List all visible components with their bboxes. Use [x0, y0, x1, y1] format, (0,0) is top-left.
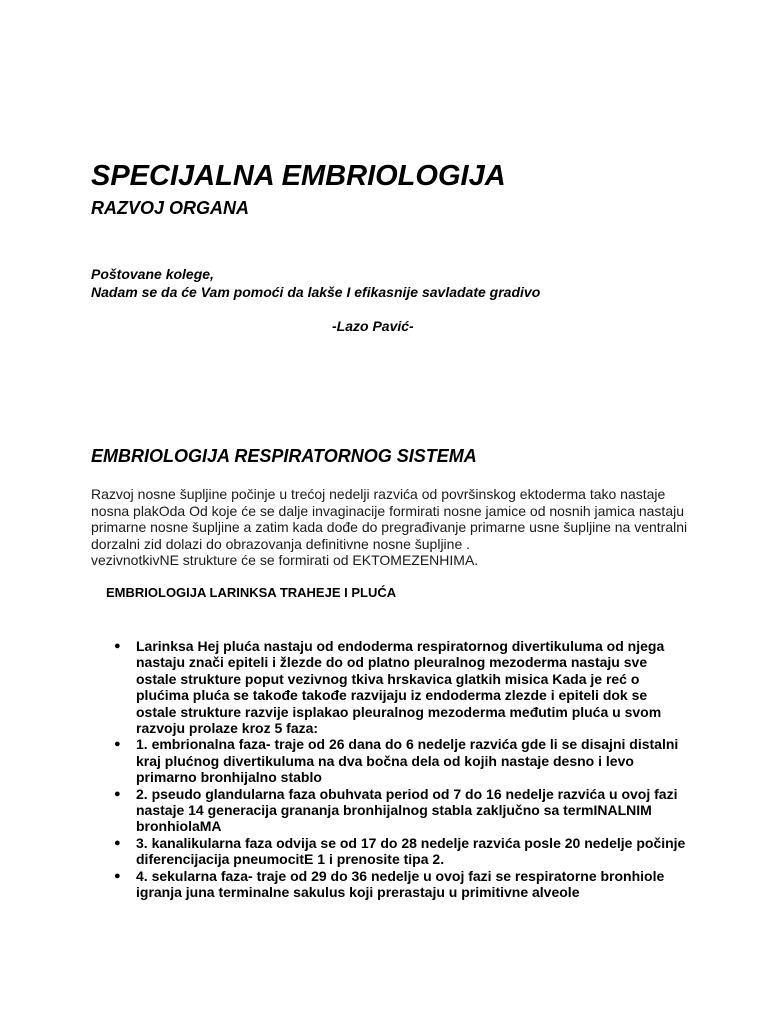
bullet-icon: ● [114, 836, 121, 849]
greeting-salutation: Poštovane kolege, [91, 266, 214, 282]
document-subtitle: RAZVOJ ORGANA [91, 198, 250, 218]
greeting-block [91, 265, 540, 301]
bullet-icon: ● [114, 640, 121, 652]
section-heading: EMBRIOLOGIJA RESPIRATORNOG SISTEMA [91, 446, 477, 466]
list-item-text: 3. kanalikularna faza odvija se od 17 do 28 nedelje razvića posle 20 nedelje počinje diferencijacija pneumocitE 1 i prenosite tipa 2. [136, 834, 686, 868]
bullet-icon: ● [114, 738, 121, 751]
bullet-icon: ● [114, 869, 121, 882]
list-item-text: 1. embrionalna faza- traje od 26 dana do 6 nedelje razvića gde li se disajni distalni kraj plućnog divertikuluma na dva bočna dela od kojih nastaje desno i levo primarno bronhijalno stablo [136, 736, 679, 786]
phase-bullet-list [91, 638, 691, 901]
list-item [91, 786, 691, 835]
list-item [91, 736, 691, 785]
intro-line-2: vezivnotkivNE strukture će se formirati od EKTOMEZENHIMA. [91, 552, 479, 569]
list-item-text: 4. sekularna faza- traje od 29 do 36 nedelje u ovoj fazi se respiratorne bronhiole igranja juna terminalne sakulus koji prerastaju u primitivne alveole [136, 867, 665, 901]
greeting-message: Nadam se da će Vam pomoći da lakše I efikasnije savladate gradivo [91, 284, 541, 300]
document-title: SPECIJALNA EMBRIOLOGIJA [91, 160, 506, 192]
list-item [91, 835, 691, 868]
list-item [91, 868, 691, 901]
intro-text [91, 486, 691, 569]
intro-paragraph: Razvoj nosne šupljine počinje u trećoj nedelji razvića od površinskog ektoderma tako nastaje nosna plakOda Od koje će se dalje invaginacije formirati nosne jamice od nosnih jamica nastaju primarne nosne šupljine a zatim kada dođe do pregrađivanje primarne usne šupljine na ventralni dorzalni zid dolazi do obrazovanja definitivne nosne šupljine . [91, 486, 688, 552]
list-item-text: 2. pseudo glandularna faza obuhvata period od 7 do 16 nedelje razvića u ovoj fazi nastaje 14 generacija grananja bronhijalnog stabla zaključno sa termINALNIM bronhiolaMA [136, 785, 678, 835]
list-item [91, 638, 691, 736]
bullet-icon: ● [114, 787, 121, 800]
list-item-text: Larinksa Hej pluća nastaju od endoderma respiratornog divertikuluma od njega nastaju znači epiteli i žlezde do od platno pleuralnog mezoderma nastaju sve ostale strukture poput vezivnog tkiva hrskavica glatkih misica Kada je reć o plućima pluća se takođe takođe razvijaju iz endoderma zlezde i epiteli dok se ostale strukture razvije isplakao pleuralnog mezoderma međutim pluća u svom razvoju prolaze kroz 5 faza: [136, 638, 665, 737]
section-subheading: EMBRIOLOGIJA LARINKSA TRAHEJE I PLUĆA [106, 585, 397, 600]
author-signature: -Lazo Pavić- [332, 318, 414, 334]
